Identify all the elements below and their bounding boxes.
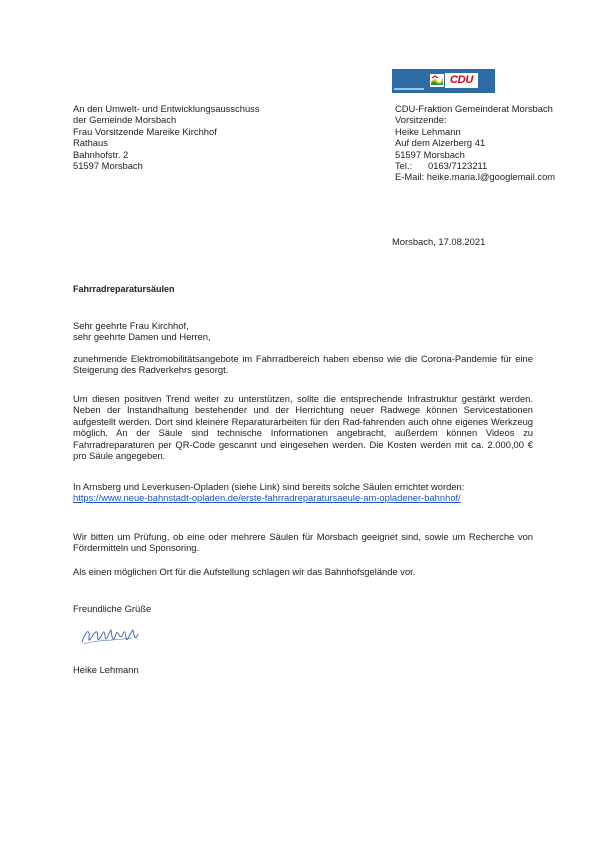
cdu-logo: [392, 69, 495, 93]
sender-line: Auf dem Alzerberg 41: [395, 137, 486, 149]
recipient-line: 51597 Morsbach: [73, 160, 143, 172]
cdu-wordmark-box: [445, 73, 478, 88]
sender-email: E-Mail: heike.maria.l@googlemail.com: [395, 171, 556, 183]
recipient-line: Bahnhofstr. 2: [73, 148, 129, 160]
recipient-line: Frau Vorsitzende Mareike Kirchhof: [73, 125, 217, 137]
body-paragraph: Als einen möglichen Ort für die Aufstellung schlagen wir das Bahnhofsgelände vor.: [73, 566, 416, 577]
salutation-line: sehr geehrte Damen und Herren,: [73, 331, 211, 342]
reference-link[interactable]: https://www.neue-bahnstadt-opladen.de/erste-fahrradreparatursaeule-am-opladener-bahnhof/: [73, 492, 461, 504]
recipient-line: An den Umwelt- und Entwicklungsausschuss: [73, 103, 260, 114]
closing-greeting: Freundliche Grüße: [73, 603, 152, 614]
body-paragraph: Um diesen positiven Trend weiter zu unterstützen, sollte die entsprechende Infrastruktur gestärkt werden. Neben der Instandhaltung bestehender und der Herrichtung neuer Radwege können Servicestationen aufgestellt werden. Dort sind kleinere Reparaturarbeiten für den Rad-fahrenden auch ohne eigenes Werkzeug möglich. An der Säule sind technische Informationen angebracht, außerdem können Videos zu Fahrradreparaturen per QR-Code gescannt und eingesehen werden. Die Kosten werden mit ca. 2.000,00 € pro Säule angegeben.: [73, 393, 533, 462]
paragraph-text: In Arnsberg und Leverkusen-Opladen (siehe Link) sind bereits solche Säulen errichtet worden:: [73, 481, 465, 492]
body-paragraph: zunehmende Elektromobilitätsangebote im Fahrradbereich haben ebenso wie die Corona-Pandemie für eine Steigerung des Radverkehrs gesorgt.: [73, 353, 533, 376]
logo-strip: [394, 88, 424, 90]
body-paragraph: Wir bitten um Prüfung, ob eine oder mehrere Säulen für Morsbach geeignet sind, sowie um Recherche von Fördermitteln und Sponsoring.: [73, 531, 533, 554]
recipient-address: [73, 103, 260, 171]
sender-line: Vorsitzende:: [395, 114, 447, 126]
recipient-line: der Gemeinde Morsbach: [73, 114, 177, 126]
sender-line: 51597 Morsbach: [395, 148, 465, 160]
letter-subject: Fahrradreparatursäulen: [73, 284, 175, 294]
signer-name: Heike Lehmann: [73, 664, 139, 675]
sender-address: [395, 103, 555, 183]
salutation-line: Sehr geehrte Frau Kirchhof,: [73, 320, 189, 331]
handwritten-signature: [80, 624, 142, 650]
tel-label: Tel.:: [395, 160, 413, 172]
sender-telephone: [395, 160, 555, 171]
sender-line: Heike Lehmann: [395, 125, 461, 137]
sender-line: CDU-Fraktion Gemeinderat Morsbach: [395, 103, 553, 114]
flag-icon: [430, 74, 444, 87]
tel-value: 0163/7123211: [428, 160, 488, 172]
cdu-wordmark: CDU: [450, 74, 473, 86]
recipient-line: Rathaus: [73, 137, 108, 149]
letter-date: Morsbach, 17.08.2021: [392, 236, 486, 247]
body-paragraph: [73, 481, 533, 504]
